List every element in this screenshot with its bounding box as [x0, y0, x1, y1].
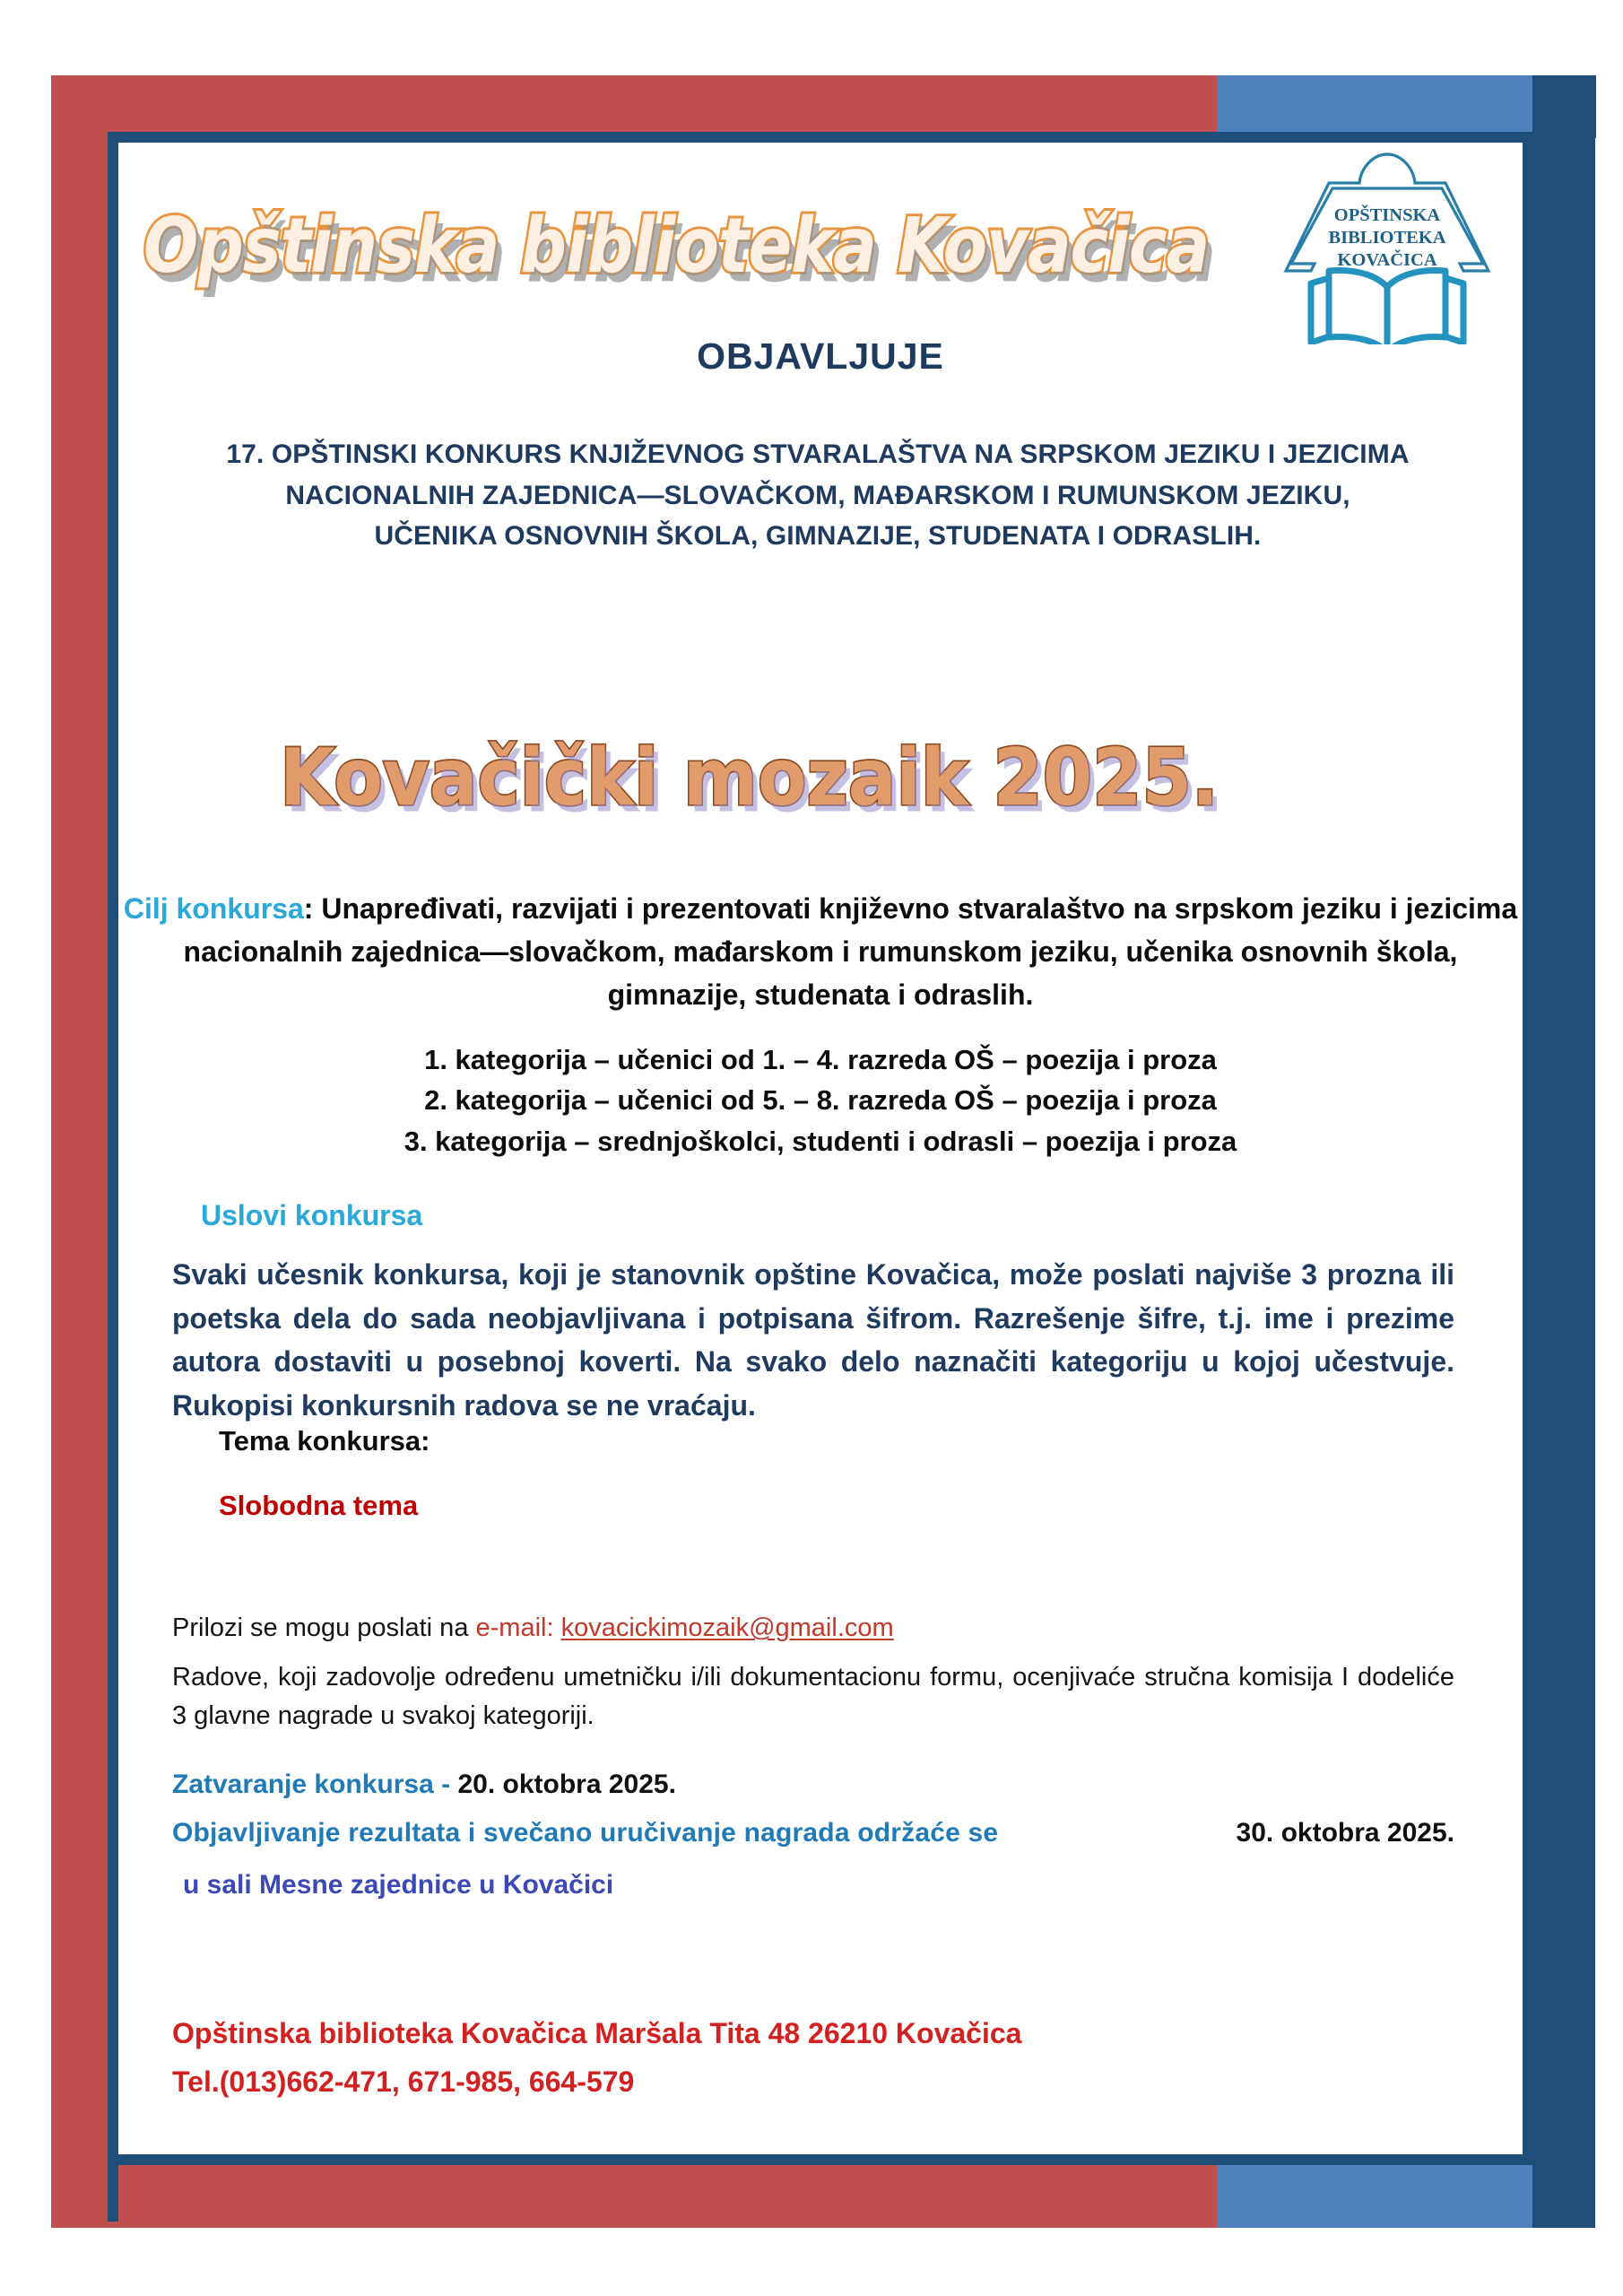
- logo-line-2: BIBLIOTEKA: [1328, 228, 1446, 248]
- frame-inner-rule-top: [108, 132, 1533, 143]
- contest-intro-block: [172, 434, 1463, 557]
- theme-label: Tema konkursa:: [219, 1425, 430, 1457]
- logo-line-3: KOVAČICA: [1337, 250, 1437, 270]
- goal-block: [118, 887, 1523, 1016]
- contest-intro-line-3: UČENIKA OSNOVNIH ŠKOLA, GIMNAZIJE, STUDENATA I ODRASLIH.: [374, 521, 1262, 552]
- email-label: e-mail:: [475, 1613, 561, 1642]
- library-logo: [1275, 143, 1499, 344]
- list-item: 2. kategorija – učenici od 5. – 8. razreda OŠ – poezija i proza: [424, 1084, 1217, 1117]
- footer-phones: Tel.(013)662-471, 671-985, 664-579: [172, 2066, 635, 2098]
- footer-address: Opštinska biblioteka Kovačica Maršala Tita 48 26210 Kovačica: [172, 2017, 1022, 2049]
- closing-line: [172, 1764, 1454, 1805]
- frame-inner-rule-right: [1523, 132, 1533, 2165]
- theme-value: Slobodna tema: [219, 1490, 419, 1521]
- announce-heading: OBJAVLJUJE: [697, 335, 944, 377]
- goal-text: : Unapređivati, razvijati i prezentovati književno stvaralaštvo na srpskom jeziku i jezicima nacionalnih zajednica—slovačkom, mađarskom i rumunskom jeziku, učenika osnovnih škola, gimnazije, studenata i odraslih.: [183, 892, 1518, 1011]
- email-underline[interactable]: kovacickimozaik@gmail.com: [560, 1613, 894, 1642]
- goal-label: Cilj konkursa: [123, 892, 304, 925]
- results-line: [172, 1813, 1454, 1853]
- email-address[interactable]: [561, 1613, 894, 1642]
- submission-prefix: Prilozi se mogu poslati na: [172, 1613, 476, 1642]
- list-item: 1. kategorija – učenici od 1. – 4. razreda OŠ – poezija i proza: [424, 1044, 1217, 1075]
- frame-band-red-top: [51, 75, 1217, 138]
- venue-line: u sali Mesne zajednice u Kovačici: [183, 1870, 614, 1900]
- conditions-heading: Uslovi konkursa: [201, 1199, 423, 1231]
- closing-label: Zatvaranje konkursa -: [172, 1770, 451, 1799]
- wordart-library-name: Opštinska biblioteka Kovačica: [143, 200, 1210, 291]
- frame-band-red-bottom: [51, 2165, 1217, 2228]
- poster-page: [118, 143, 1523, 2154]
- results-label: Objavljivanje rezultata i svečano uručivanje nagrada održaće se: [172, 1818, 999, 1848]
- frame-inner-rule-bottom: [108, 2154, 1533, 2165]
- list-item: 3. kategorija – srednjoškolci, studenti i odrasli – poezija i proza: [404, 1125, 1237, 1157]
- wordart-contest-name: Kovačički mozaik 2025.: [280, 733, 1219, 824]
- results-date: 30. oktobra 2025.: [1236, 1818, 1454, 1848]
- frame-band-blue-bottom: [1217, 2165, 1532, 2228]
- submission-email-line: [172, 1613, 1454, 1643]
- jury-paragraph: Radove, koji zadovolje određenu umetničku i/ili dokumentacionu formu, ocenjivaće stručna komisija I dodeliće 3 glavne nagrade u svakoj kategoriji.: [172, 1663, 1454, 1730]
- closing-date: 20. oktobra 2025.: [457, 1770, 676, 1799]
- category-list: [118, 1039, 1523, 1161]
- conditions-paragraph: Svaki učesnik konkursa, koji je stanovnik opštine Kovačica, može poslati najviše 3 prozna ili poetska dela do sada neobjavljivana i potpisana šifrom. Razrešenje šifre, t.j. ime i prezime autora dostaviti u posebnoj koverti. Na svako delo naznačiti kategoriju u kojoj učestvuje. Rukopisi konkursnih radova se ne vraćaju.: [172, 1258, 1454, 1422]
- frame-inner-rule-left: [108, 132, 118, 2222]
- contest-intro-line-2: NACIONALNIH ZAJEDNICA—SLOVAČKOM, MAĐARSKOM I RUMUNSKOM JEZIKU,: [285, 480, 1350, 510]
- frame-band-red-left: [51, 75, 114, 2165]
- logo-line-1: OPŠTINSKA: [1333, 205, 1441, 225]
- frame-band-navy-right: [1532, 75, 1595, 2228]
- frame-band-blue-top: [1217, 75, 1532, 138]
- contest-intro-line-1: 17. OPŠTINSKI KONKURS KNJIŽEVNOG STVARALAŠTVA NA SRPSKOM JEZIKU I JEZICIMA: [226, 439, 1410, 469]
